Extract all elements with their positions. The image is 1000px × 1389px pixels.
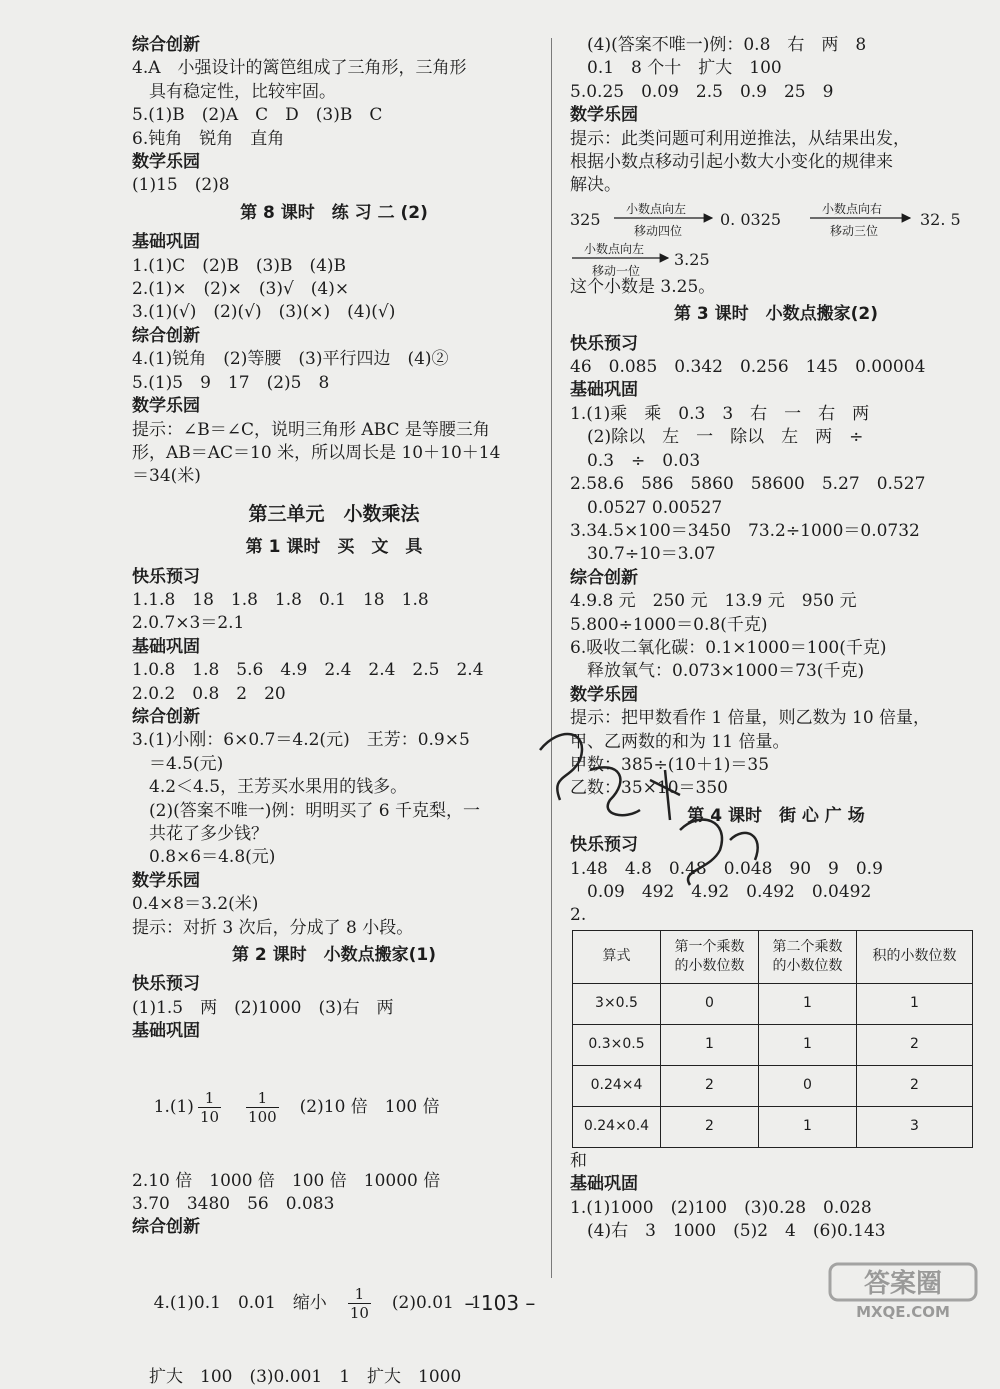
fraction-denominator: 100	[248, 1107, 277, 1126]
answer-line: 和	[570, 1150, 587, 1171]
unit-title: 第三单元 小数乘法	[248, 502, 420, 525]
header-text: 的小数位数	[674, 957, 745, 974]
flow-number: 3.25	[674, 249, 710, 269]
header-text: 的小数位数	[772, 957, 843, 974]
lesson-title: 第 1 课时 买 文 具	[245, 537, 423, 558]
table-cell: 2	[661, 1106, 759, 1147]
lesson-title: 第 8 课时 练 习 二 (2)	[240, 202, 428, 223]
answer-line: 5.800÷1000＝0.8(千克)	[570, 614, 768, 635]
fraction	[246, 1089, 279, 1126]
table-cell: 1	[759, 1024, 857, 1065]
text-run: (2)10 倍 100 倍	[299, 1096, 440, 1117]
answer-line: 解决。	[570, 175, 621, 196]
table-cell: 0.24×0.4	[573, 1106, 661, 1147]
answer-line: (2)除以 左 一 除以 左 两 ÷	[587, 427, 864, 448]
answer-line: 扩大 100 (3)0.001 1 扩大 1000	[149, 1366, 462, 1387]
table-cell: 3×0.5	[573, 983, 661, 1024]
section-heading: 基础巩固	[132, 1021, 200, 1042]
left-column	[132, 34, 536, 1389]
answer-line: 0.4×8＝3.2(米)	[132, 894, 259, 915]
text-run: (2)0.01 1	[391, 1292, 482, 1313]
answer-line: (1)15 (2)8	[132, 175, 230, 196]
flow-number: 0. 0325	[720, 209, 782, 229]
answer-line: 0.3 ÷ 0.03	[587, 450, 701, 471]
answer-line: 乙数：35×10＝350	[570, 778, 728, 799]
right-column	[570, 34, 982, 1243]
lesson-title: 第 3 课时 小数点搬家(2)	[673, 304, 879, 325]
section-heading: 综合创新	[132, 325, 200, 346]
section-heading: 快乐预习	[570, 835, 638, 856]
watermark-logo	[828, 1262, 978, 1320]
section-heading: 基础巩固	[570, 380, 638, 401]
answer-line: 2.10 倍 1000 倍 100 倍 10000 倍	[132, 1170, 441, 1191]
table-cell: 2	[857, 1024, 973, 1065]
fraction-numerator: 1	[348, 1285, 371, 1304]
decimal-places-table	[572, 930, 973, 1148]
answer-line: 6.钝角 锐角 直角	[132, 128, 285, 149]
fraction-numerator: 1	[246, 1089, 279, 1108]
table-header-cell	[661, 930, 759, 983]
svg-text:MXQE.COM: MXQE.COM	[856, 1303, 950, 1320]
table-row	[573, 1024, 973, 1065]
answer-line: 3.34.5×100＝3450 73.2÷1000＝0.0732	[570, 520, 920, 541]
table-cell: 2	[661, 1065, 759, 1106]
table-cell: 0.3×0.5	[573, 1024, 661, 1065]
answer-line: 1.48 4.8 0.48 0.048 90 9 0.9	[570, 858, 883, 879]
lesson-title: 第 4 课时 街 心 广 场	[687, 805, 865, 826]
answer-line: (4)(答案不唯一)例：0.8 右 两 8	[587, 35, 867, 55]
answer-line: 形，AB＝AC＝10 米，所以周长是 10＋10＋14	[132, 442, 501, 463]
header-text: 第二个乘数	[772, 938, 843, 955]
section-heading: 数学乐园	[132, 152, 200, 173]
answer-line: 2.0.7×3＝2.1	[132, 613, 245, 634]
answer-line: 5.(1)5 9 17 (2)5 8	[132, 372, 330, 393]
answer-line: 2.0.2 0.8 2 20	[132, 683, 286, 704]
section-heading: 数学乐园	[570, 105, 638, 126]
fraction-denominator: 10	[199, 1107, 220, 1126]
section-heading: 综合创新	[132, 35, 200, 55]
header-text: 积的小数位数	[872, 948, 957, 965]
table-cell: 1	[759, 983, 857, 1024]
answer-line: 6.吸收二氧化碳：0.1×1000＝100(千克)	[570, 637, 887, 658]
section-heading: 快乐预习	[570, 333, 638, 354]
section-heading: 快乐预习	[132, 566, 200, 587]
fraction-denominator: 10	[349, 1303, 369, 1322]
answer-line: 3.(1)小刚：6×0.7＝4.2(元) 王芳：0.9×5	[132, 730, 470, 751]
table-cell: 2	[857, 1065, 973, 1106]
arrow-label-top: 小数点向右	[822, 201, 883, 216]
column-divider	[551, 38, 552, 1278]
fraction-numerator: 1	[198, 1089, 221, 1108]
answer-line: 4.2＜4.5，王芳买水果用的钱多。	[149, 777, 408, 798]
table-row	[573, 1106, 973, 1147]
answer-line: (1)1.5 两 (2)1000 (3)右 两	[132, 997, 394, 1018]
answer-line: 0.0527 0.00527	[587, 497, 723, 518]
answer-line: 2.	[570, 905, 587, 926]
arrow-label-bottom: 移动一位	[592, 263, 641, 278]
answer-line: 提示：把甲数看作 1 倍量，则乙数为 10 倍量，	[570, 708, 931, 729]
answer-line: 30.7÷10＝3.07	[587, 544, 716, 565]
answer-line: 3.(1)(√) (2)(√) (3)(×) (4)(√)	[132, 302, 396, 323]
arrow-label-top: 小数点向左	[626, 201, 687, 216]
answer-line: 1.1.8 18 1.8 1.8 0.1 18 1.8	[132, 589, 429, 610]
page-number: – 103 –	[464, 1291, 536, 1315]
table-header-cell	[759, 930, 857, 983]
answer-line: 甲数：385÷(10＋1)＝35	[570, 754, 770, 775]
table-header-cell	[573, 930, 661, 983]
answer-line: 1.0.8 1.8 5.6 4.9 2.4 2.4 2.5 2.4	[132, 660, 484, 681]
table-cell: 1	[759, 1106, 857, 1147]
answer-line: 具有稳定性，比较牢固。	[149, 81, 336, 102]
answer-line: 4.9.8 元 250 元 13.9 元 950 元	[570, 591, 857, 612]
section-heading: 快乐预习	[132, 974, 200, 995]
answer-line: 46 0.085 0.342 0.256 145 0.00004	[570, 357, 926, 378]
answer-line: 释放氧气：0.073×1000＝73(千克)	[587, 661, 865, 682]
answer-line: (4)右 3 1000 (5)2 4 (6)0.143	[587, 1221, 886, 1242]
table-cell: 0	[661, 983, 759, 1024]
answer-line: 提示：∠B＝∠C，说明三角形 ABC 是等腰三角	[132, 419, 490, 440]
answer-line: 2.58.6 586 5860 58600 5.27 0.527	[570, 474, 926, 495]
answer-line-fractions	[132, 1044, 536, 1170]
section-heading: 综合创新	[132, 1217, 200, 1238]
answer-line: 共花了多少钱？	[149, 824, 268, 844]
answer-line: 4.A 小强设计的篱笆组成了三角形，三角形	[132, 58, 467, 79]
answer-line: 1.(1)1000 (2)100 (3)0.28 0.028	[570, 1197, 872, 1218]
section-heading: 数学乐园	[132, 396, 200, 417]
answer-line: 0.1 8 个十 扩大 100	[587, 58, 782, 79]
answer-line: 2.(1)× (2)× (3)√ (4)×	[132, 279, 350, 300]
section-heading: 基础巩固	[570, 1174, 638, 1195]
table-row	[573, 1065, 973, 1106]
table-row	[573, 983, 973, 1024]
table-cell: 1	[857, 983, 973, 1024]
text-run: 1.(1)	[153, 1096, 194, 1117]
answer-line: 甲、乙两数的和为 11 倍量。	[570, 731, 790, 752]
table-cell: 3	[857, 1106, 973, 1147]
table-cell: 1	[661, 1024, 759, 1065]
answer-line: 根据小数点移动引起小数大小变化的规律来	[570, 152, 893, 173]
answer-line: (2)(答案不唯一)例：明明买了 6 千克梨，一	[149, 800, 480, 821]
answer-line: 这个小数是 3.25。	[570, 276, 716, 297]
lesson-title: 第 2 课时 小数点搬家(1)	[231, 945, 437, 966]
text-run: 4.(1)0.1 0.01 缩小	[153, 1292, 327, 1313]
header-text: 算式	[602, 948, 631, 965]
table-header-cell	[857, 930, 973, 983]
arrow-label-top: 小数点向左	[584, 241, 645, 256]
answer-line: 3.70 3480 56 0.083	[132, 1194, 335, 1215]
answer-line: 0.8×6＝4.8(元)	[149, 847, 276, 868]
answer-line: 0.09 492 4.92 0.492 0.0492	[587, 882, 872, 902]
answer-line: 5.(1)B (2)A C D (3)B C	[132, 105, 383, 126]
answer-line: ＝34(米)	[132, 466, 201, 487]
answer-line: 1.(1)C (2)B (3)B (4)B	[132, 255, 347, 276]
section-heading: 数学乐园	[570, 684, 638, 705]
section-heading: 综合创新	[570, 567, 638, 588]
flow-number: 32. 5	[920, 209, 961, 229]
answer-line: 提示：此类问题可利用逆推法，从结果出发，	[570, 128, 910, 149]
section-heading: 基础巩固	[132, 636, 200, 657]
answer-line: 提示：对折 3 次后，分成了 8 小段。	[132, 917, 414, 938]
section-heading: 综合创新	[132, 706, 200, 727]
answer-line: 1.(1)乘 乘 0.3 3 右 一 右 两	[570, 403, 870, 424]
fraction	[198, 1089, 221, 1126]
table-cell: 0	[759, 1065, 857, 1106]
answer-line: ＝4.5(元)	[149, 753, 224, 774]
section-heading: 数学乐园	[132, 870, 200, 891]
decimal-point-flow-diagram	[570, 198, 982, 276]
flow-number: 325	[570, 209, 601, 229]
table-cell: 0.24×4	[573, 1065, 661, 1106]
arrow-label-bottom: 移动四位	[634, 223, 683, 238]
answer-line: 5.0.25 0.09 2.5 0.9 25 9	[570, 81, 834, 102]
section-heading: 基础巩固	[132, 232, 200, 253]
header-text: 第一个乘数	[674, 938, 745, 955]
svg-text:答案圈: 答案圈	[863, 1269, 943, 1299]
table-header-row	[573, 930, 973, 983]
answer-line: 4.(1)锐角 (2)等腰 (3)平行四边 (4)②	[132, 349, 449, 370]
arrow-label-bottom: 移动三位	[830, 223, 879, 238]
